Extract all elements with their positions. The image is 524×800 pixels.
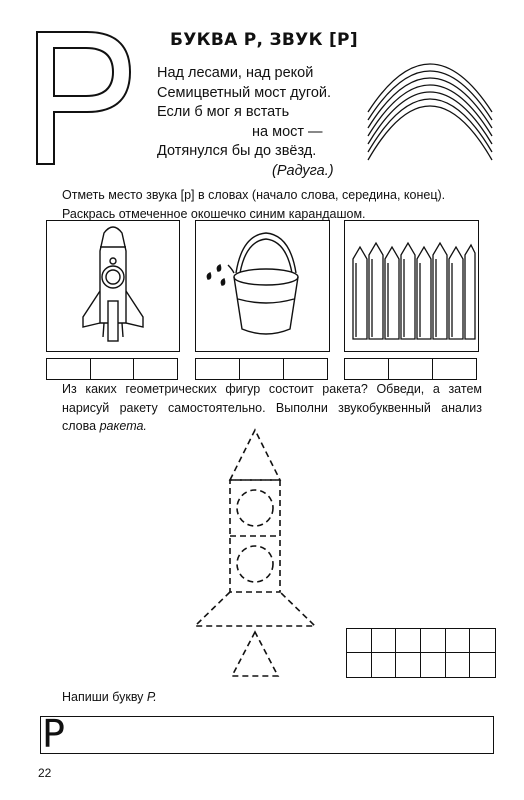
task-instructions-1: Отметь место звука [р] в словах (начало слова, середина, конец). Раскрась отмеченное окошечко синим карандашом. [62, 188, 446, 221]
task-instructions-3 [62, 690, 157, 704]
bucket-icon [196, 221, 329, 351]
cell-end[interactable] [133, 359, 177, 379]
cell-end[interactable] [283, 359, 327, 379]
rocket-icon [47, 221, 179, 351]
cell-middle[interactable] [239, 359, 283, 379]
cell-middle[interactable] [388, 359, 432, 379]
poem-line: на мост — [252, 123, 323, 140]
dashed-rocket-tracing[interactable] [190, 428, 320, 678]
task3-text: Напиши букву [62, 690, 144, 704]
sample-letter: Р [42, 712, 65, 756]
poem-line: Семицветный мост дугой. [157, 84, 332, 101]
cell-start[interactable] [47, 359, 90, 379]
picture-card-bucket [195, 220, 330, 352]
cell-end[interactable] [432, 359, 476, 379]
page-number: 22 [38, 766, 52, 780]
picture-card-fence [344, 220, 479, 352]
poem-line: Над лесами, над рекой [157, 65, 314, 81]
cell-start[interactable] [345, 359, 388, 379]
picture-card-rocket [46, 220, 180, 352]
sound-analysis-grid[interactable] [346, 628, 496, 678]
sound-position-cells[interactable] [344, 358, 477, 380]
sound-position-cells[interactable] [46, 358, 178, 380]
fence-icon [345, 221, 478, 351]
task2-text: Из каких геометрических фигур состоит ракета? Обведи, а затем нарисуй ракету самостоятельно. Выполни звукобуквенный анализ слова [62, 382, 482, 433]
cell-middle[interactable] [90, 359, 134, 379]
sound-position-cells[interactable] [195, 358, 328, 380]
cell-start[interactable] [196, 359, 239, 379]
writing-line[interactable] [40, 716, 494, 754]
poem-line: Дотянулся бы до звёзд. [157, 143, 317, 159]
big-outline-letter [32, 28, 132, 168]
riddle-answer: (Радуга.) [272, 162, 334, 179]
rainbow-icon [366, 58, 494, 162]
task3-letter: Р. [146, 690, 157, 704]
page-title: БУКВА Р, ЗВУК [Р] [170, 30, 358, 50]
poem-line: Если б мог я встать [157, 104, 290, 120]
poem [157, 64, 357, 181]
task2-word: ракета. [99, 419, 147, 433]
